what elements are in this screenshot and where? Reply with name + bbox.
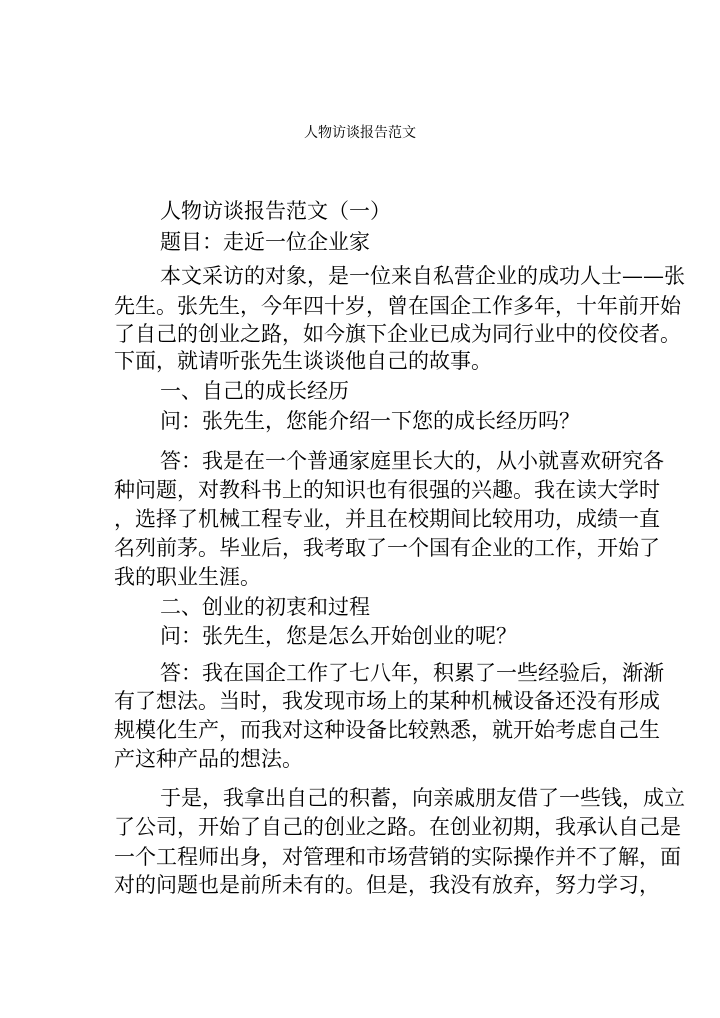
paragraph-line: 有了想法。当时，我发现市场上的某种机械设备还没有形成 [114,689,660,713]
paragraph-line: 一个工程师出身，对管理和市场营销的实际操作并不了解，面 [114,845,681,869]
paragraph-line: 先生。张先生，今年四十岁，曾在国企工作多年，十年前开始 [114,294,681,318]
question-line: 问：张先生，您能介绍一下您的成长经历吗？ [160,409,580,433]
paragraph-line: 我的职业生涯。 [114,565,261,589]
paragraph-line: 本文采访的对象，是一位来自私营企业的成功人士——张 [160,264,685,288]
article-subtitle: 题目：走近一位企业家 [160,230,370,254]
paragraph-line: 规模化生产，而我对这种设备比较熟悉，就开始考虑自己生 [114,718,660,742]
paragraph-line: 答：我是在一个普通家庭里长大的，从小就喜欢研究各 [160,449,664,473]
article-title: 人物访谈报告范文（一） [160,199,391,223]
paragraph-line: 名列前茅。毕业后，我考取了一个国有企业的工作，开始了 [114,536,660,560]
paragraph-line: 于是，我拿出自己的积蓄，向亲戚朋友借了一些钱，成立 [160,786,685,810]
paragraph-line: 了公司，开始了自己的创业之路。在创业初期，我承认自己是 [114,815,681,839]
paragraph-line: 答：我在国企工作了七八年，积累了一些经验后，渐渐 [160,661,664,685]
paragraph-line: 种问题，对教科书上的知识也有很强的兴趣。我在读大学时 [114,478,660,502]
section-heading: 二、创业的初衷和过程 [160,595,370,619]
paragraph-line: 下面，就请听张先生谈谈他自己的故事。 [114,349,492,373]
paragraph-line: 产这种产品的想法。 [114,747,303,771]
paragraph-line: 对的问题也是前所未有的。但是，我没有放弃，努力学习， [114,873,660,897]
page-header-title: 人物访谈报告范文 [304,125,416,141]
paragraph-line: 了自己的创业之路，如今旗下企业已成为同行业中的佼佼者。 [114,322,681,346]
paragraph-line: ，选择了机械工程专业，并且在校期间比较用功，成绩一直 [114,507,660,531]
section-heading: 一、自己的成长经历 [160,379,349,403]
question-line: 问：张先生，您是怎么开始创业的呢？ [160,624,517,648]
